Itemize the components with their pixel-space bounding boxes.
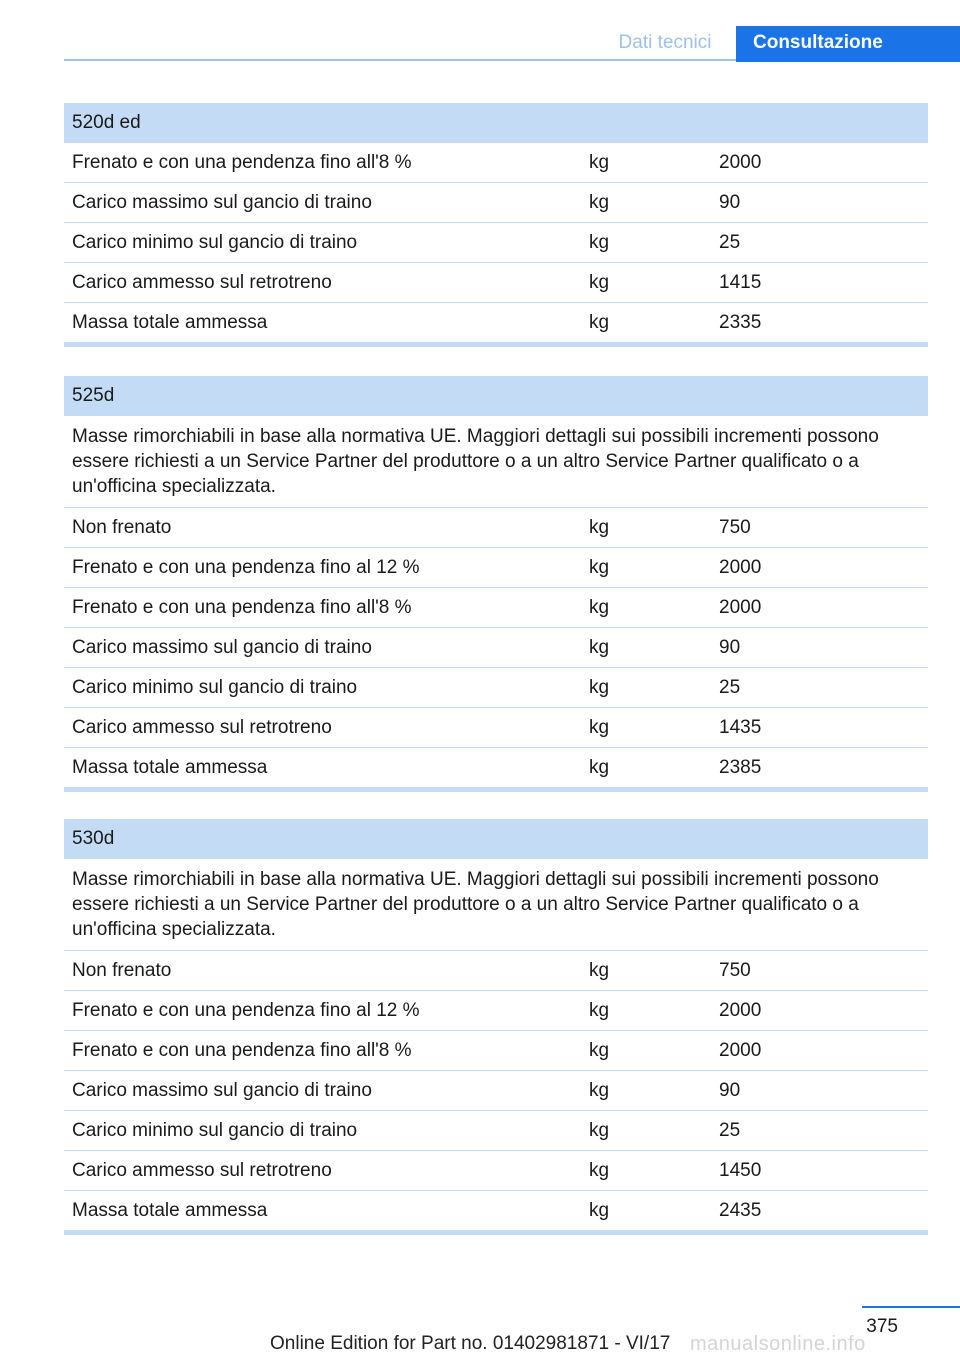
row-label: Frenato e con una pendenza fino all'8 % [72, 1040, 412, 1061]
row-value: 25 [719, 232, 741, 253]
table-row [64, 508, 928, 548]
row-label: Non frenato [72, 960, 172, 981]
row-unit: kg [589, 1200, 610, 1221]
row-value: 2000 [719, 1040, 762, 1061]
row-unit: kg [589, 1080, 610, 1101]
row-label: Carico minimo sul gancio di traino [72, 1120, 358, 1141]
row-label: Carico massimo sul gancio di traino [72, 637, 372, 658]
footer-rule [862, 1306, 960, 1308]
table-row [64, 143, 928, 183]
row-label: Massa totale ammessa [72, 312, 268, 333]
spec-table-530d [64, 819, 928, 1235]
row-value: 2000 [719, 557, 762, 578]
row-value: 2385 [719, 757, 762, 778]
row-unit: kg [589, 152, 610, 173]
row-value: 90 [719, 192, 741, 213]
watermark: manualsonline.info [690, 1333, 866, 1355]
row-label: Frenato e con una pendenza fino al 12 % [72, 557, 420, 578]
page-number: 375 [866, 1316, 898, 1337]
row-value: 1450 [719, 1160, 762, 1181]
row-label: Frenato e con una pendenza fino all'8 % [72, 152, 412, 173]
row-label: Massa totale ammessa [72, 757, 268, 778]
table-row [64, 1031, 928, 1071]
table-note: Masse rimorchiabili in base alla normativa UE. Maggiori dettagli sui possibili incrementi possono essere richiesti a un Service Partner del produttore o a un altro Service Partner qualificato o a un'officina specializzata. [64, 859, 928, 951]
row-unit: kg [589, 1160, 610, 1181]
row-label: Carico minimo sul gancio di traino [72, 677, 358, 698]
row-value: 750 [719, 517, 751, 538]
row-label: Frenato e con una pendenza fino al 12 % [72, 1000, 420, 1021]
row-label: Carico ammesso sul retrotreno [72, 272, 332, 293]
table-row [64, 223, 928, 263]
row-unit: kg [589, 1000, 610, 1021]
table-row [64, 708, 928, 748]
table-row [64, 668, 928, 708]
row-unit: kg [589, 1120, 610, 1141]
spec-table-525d [64, 376, 928, 792]
row-value: 90 [719, 637, 741, 658]
edition-note: Online Edition for Part no. 01402981871 - VI/17 [270, 1333, 671, 1354]
row-unit: kg [589, 637, 610, 658]
table-row [64, 303, 928, 342]
table-row [64, 1111, 928, 1151]
row-value: 2000 [719, 1000, 762, 1021]
table-note: Masse rimorchiabili in base alla normativa UE. Maggiori dettagli sui possibili incrementi possono essere richiesti a un Service Partner del produttore o a un altro Service Partner qualificato o a un'officina specializzata. [64, 416, 928, 508]
row-label: Carico massimo sul gancio di traino [72, 192, 372, 213]
table-row [64, 991, 928, 1031]
row-unit: kg [589, 557, 610, 578]
tab-dati-tecnici[interactable]: Dati tecnici [618, 32, 712, 53]
row-unit: kg [589, 717, 610, 738]
row-value: 2000 [719, 152, 762, 173]
row-unit: kg [589, 272, 610, 293]
row-unit: kg [589, 192, 610, 213]
row-label: Frenato e con una pendenza fino all'8 % [72, 597, 412, 618]
tab-consultazione[interactable]: Consultazione [736, 26, 960, 62]
table-title: 525d [64, 376, 928, 416]
row-value: 750 [719, 960, 751, 981]
table-row [64, 1071, 928, 1111]
table-end-rule [64, 787, 928, 792]
table-row [64, 1191, 928, 1230]
row-label: Carico massimo sul gancio di traino [72, 1080, 372, 1101]
row-unit: kg [589, 757, 610, 778]
spec-table-520d-ed [64, 103, 928, 347]
row-unit: kg [589, 312, 610, 333]
row-unit: kg [589, 1040, 610, 1061]
row-label: Carico ammesso sul retrotreno [72, 717, 332, 738]
row-value: 2435 [719, 1200, 762, 1221]
row-unit: kg [589, 677, 610, 698]
row-value: 25 [719, 677, 741, 698]
row-label: Carico minimo sul gancio di traino [72, 232, 358, 253]
row-unit: kg [589, 517, 610, 538]
row-unit: kg [589, 597, 610, 618]
table-row [64, 548, 928, 588]
table-row [64, 1151, 928, 1191]
row-label: Massa totale ammessa [72, 1200, 268, 1221]
row-value: 25 [719, 1120, 741, 1141]
row-value: 2000 [719, 597, 762, 618]
row-unit: kg [589, 960, 610, 981]
row-label: Non frenato [72, 517, 172, 538]
table-end-rule [64, 1230, 928, 1235]
table-row [64, 951, 928, 991]
row-value: 1435 [719, 717, 762, 738]
table-title: 520d ed [64, 103, 928, 143]
table-row [64, 748, 928, 787]
table-row [64, 628, 928, 668]
row-label: Carico ammesso sul retrotreno [72, 1160, 332, 1181]
table-end-rule [64, 342, 928, 347]
table-title: 530d [64, 819, 928, 859]
table-row [64, 588, 928, 628]
row-value: 90 [719, 1080, 741, 1101]
table-row [64, 263, 928, 303]
row-value: 1415 [719, 272, 762, 293]
row-unit: kg [589, 232, 610, 253]
table-row [64, 183, 928, 223]
row-value: 2335 [719, 312, 762, 333]
